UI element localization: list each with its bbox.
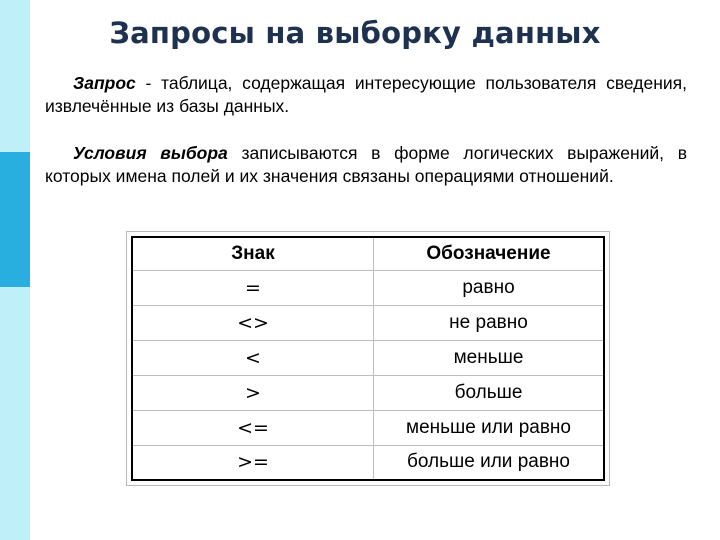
cell-meaning: меньше: [374, 341, 603, 376]
definition-query: [45, 72, 687, 118]
cell-meaning: меньше или равно: [374, 411, 603, 446]
table-row: [133, 306, 603, 341]
table-row: [133, 271, 603, 306]
cell-sign: <>: [133, 306, 374, 341]
cell-sign: =: [133, 271, 374, 306]
table-row: [133, 446, 603, 479]
cell-meaning: равно: [374, 271, 603, 306]
cell-sign: >: [133, 376, 374, 411]
table-row: [133, 341, 603, 376]
table-row: [133, 376, 603, 411]
header-meaning: Обозначение: [374, 238, 603, 271]
cell-sign: <: [133, 341, 374, 376]
cell-meaning: не равно: [374, 306, 603, 341]
left-decor-strip: [0, 0, 30, 540]
left-decor-block: [0, 152, 30, 287]
definition-conditions: [45, 142, 687, 188]
table-header-row: [133, 238, 603, 271]
table-row: [133, 411, 603, 446]
cell-sign: <=: [133, 411, 374, 446]
operators-table: [131, 236, 605, 481]
cell-meaning: больше: [374, 376, 603, 411]
term-conditions: Условия выбора: [73, 143, 228, 163]
definition-query-text: - таблица, содержащая интересующие пользователя сведения, извлечённые из базы данных.: [45, 73, 687, 116]
operators-table-frame: [126, 231, 610, 486]
definition-conditions-text: записываются в форме логических выражений, в которых имена полей и их значения связаны операциями отношений.: [45, 143, 687, 186]
header-sign: Знак: [133, 238, 374, 271]
slide-title: Запросы на выборку данных: [109, 16, 601, 50]
cell-meaning: больше или равно: [407, 451, 570, 473]
cell-sign: >=: [133, 446, 374, 479]
term-query: Запрос: [73, 73, 136, 93]
